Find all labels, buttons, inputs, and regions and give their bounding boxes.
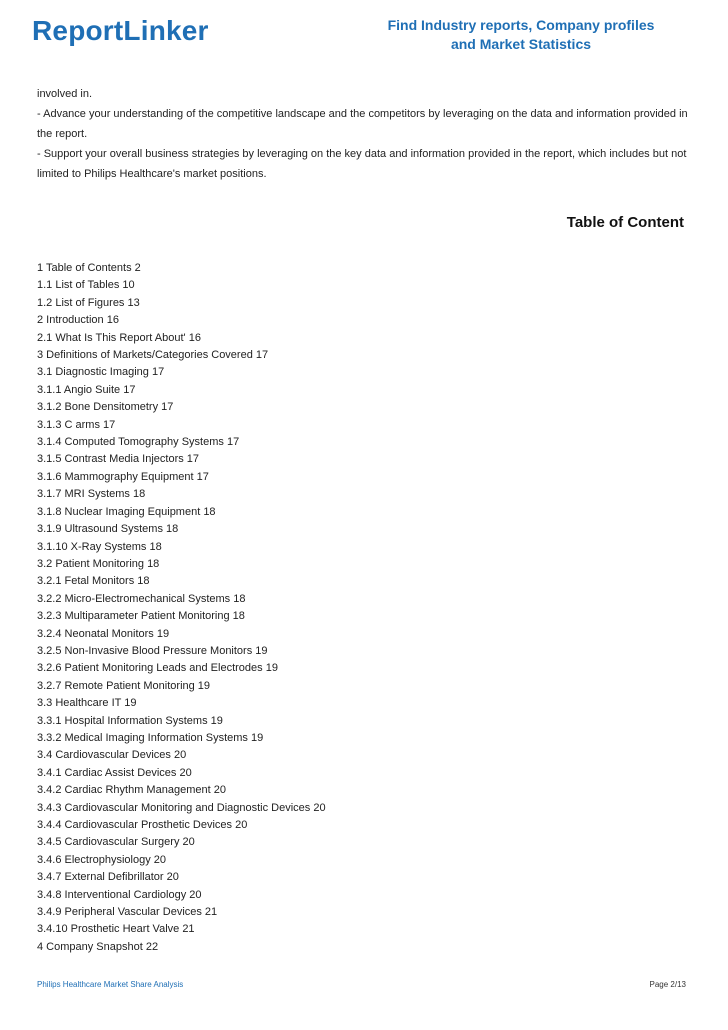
intro-line: the report. [37, 128, 88, 140]
toc-entry: 3.1.4 Computed Tomography Systems 17 [37, 436, 240, 449]
toc-entry: 3.3 Healthcare IT 19 [37, 697, 137, 710]
toc-entry: 3.4.8 Interventional Cardiology 20 [37, 888, 202, 901]
footer-report-title[interactable]: Philips Healthcare Market Share Analysis [37, 980, 184, 989]
toc-entry: 3.2.4 Neonatal Monitors 19 [37, 627, 170, 640]
toc-entry: 3.1.6 Mammography Equipment 17 [37, 470, 209, 483]
table-of-contents [37, 260, 677, 956]
header-tagline [376, 16, 666, 54]
toc-entry: 1 Table of Contents 2 [37, 262, 141, 274]
toc-entry: 3.3.2 Medical Imaging Information Systems 19 [37, 731, 264, 744]
toc-entry: 3.1.7 MRI Systems 18 [37, 488, 146, 501]
tagline-line-1: Find Industry reports, Company profiles [387, 17, 655, 33]
intro-line: involved in. [37, 88, 93, 100]
toc-entry: 3.1.2 Bone Densitometry 17 [37, 401, 174, 414]
toc-entry: 3.2.2 Micro-Electromechanical Systems 18 [37, 592, 246, 605]
intro-line: - Advance your understanding of the competitive landscape and the competitors by leveraging on the data and information provided in [37, 108, 688, 120]
toc-entry: 3.2.1 Fetal Monitors 18 [37, 575, 150, 588]
toc-entry: 3.4.3 Cardiovascular Monitoring and Diagnostic Devices 20 [37, 801, 326, 814]
tagline-line-2: and Market Statistics [450, 36, 592, 52]
intro-line: limited to Philips Healthcare's market positions. [37, 168, 267, 180]
toc-entry: 1.2 List of Figures 13 [37, 296, 140, 309]
toc-entry: 3.1.5 Contrast Media Injectors 17 [37, 453, 200, 466]
toc-entry: 3.4.10 Prosthetic Heart Valve 21 [37, 923, 195, 936]
toc-entry: 3.4.7 External Defibrillator 20 [37, 871, 179, 884]
toc-entry: 3.4.4 Cardiovascular Prosthetic Devices 20 [37, 819, 248, 831]
toc-entry: 3.4.2 Cardiac Rhythm Management 20 [37, 784, 226, 797]
toc-entry: 3.2.3 Multiparameter Patient Monitoring 18 [37, 610, 245, 623]
toc-entry: 3.1.1 Angio Suite 17 [37, 383, 136, 396]
intro-text [37, 84, 693, 184]
footer-page-number: Page 2/13 [649, 980, 686, 989]
toc-entry: 2 Introduction 16 [37, 314, 119, 327]
reportlinker-logo[interactable]: ReportLinker [32, 15, 209, 46]
toc-entry: 3.4.1 Cardiac Assist Devices 20 [37, 766, 192, 779]
toc-entry: 1.1 List of Tables 10 [37, 279, 135, 292]
toc-entry: 3.3.1 Hospital Information Systems 19 [37, 714, 223, 727]
toc-entry: 3 Definitions of Markets/Categories Covered 17 [37, 349, 269, 362]
toc-entry: 3.2.6 Patient Monitoring Leads and Electrodes 19 [37, 662, 278, 675]
toc-entry: 3.1.3 C arms 17 [37, 418, 116, 431]
toc-entry: 3.2.7 Remote Patient Monitoring 19 [37, 679, 211, 692]
toc-entry: 3.4.9 Peripheral Vascular Devices 21 [37, 906, 218, 919]
toc-entry: 3.2 Patient Monitoring 18 [37, 557, 160, 570]
toc-heading: Table of Content [566, 214, 684, 231]
toc-entry: 3.4.5 Cardiovascular Surgery 20 [37, 836, 195, 849]
toc-entry: 3.4.6 Electrophysiology 20 [37, 853, 167, 866]
toc-entry: 3.1 Diagnostic Imaging 17 [37, 366, 165, 379]
toc-entry: 3.1.9 Ultrasound Systems 18 [37, 523, 179, 536]
intro-line: - Support your overall business strategies by leveraging on the key data and information provided in the report, which includes but not [37, 148, 687, 160]
toc-entry: 2.1 What Is This Report About' 16 [37, 331, 201, 344]
toc-entry: 3.2.5 Non-Invasive Blood Pressure Monitors 19 [37, 644, 268, 657]
toc-entry: 3.1.10 X-Ray Systems 18 [37, 540, 162, 553]
toc-entry: 3.4 Cardiovascular Devices 20 [37, 749, 187, 762]
page-header [0, 0, 728, 64]
toc-entry: 3.1.8 Nuclear Imaging Equipment 18 [37, 505, 216, 518]
toc-entry: 4 Company Snapshot 22 [37, 940, 159, 953]
